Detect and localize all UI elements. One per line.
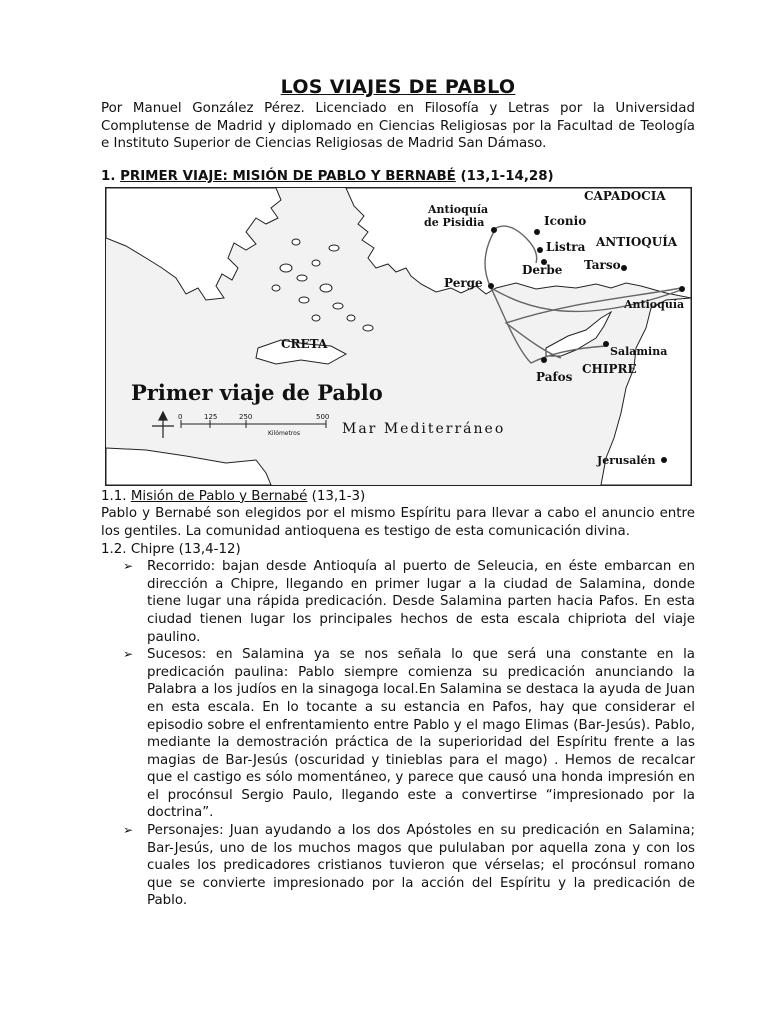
- label-antioquia-city: Antioquía: [624, 297, 685, 311]
- map-scale-bar: [181, 420, 326, 428]
- label-antioquia-pisidia-1: Antioquía: [428, 202, 489, 216]
- label-chipre: CHIPRE: [582, 361, 637, 376]
- arrow-bullet-icon: ➢: [123, 559, 134, 574]
- label-derbe: Derbe: [522, 262, 563, 277]
- bullet-item: [101, 646, 695, 822]
- label-capadocia: CAPADOCIA: [584, 188, 666, 203]
- first-journey-map: [105, 187, 692, 486]
- label-pafos: Pafos: [536, 369, 573, 384]
- section-1-title: PRIMER VIAJE: MISIÓN DE PABLO Y BERNABÉ: [120, 168, 456, 184]
- subsection-1-1-heading: [101, 488, 695, 506]
- subsection-1-2-number: 1.2.: [101, 541, 127, 557]
- bullet-text: Recorrido: bajan desde Antioquía al puerto de Seleucia, en éste embarcan en dirección a Chipre, llegando en primer lugar a la ciudad de Salamina, donde tiene lugar una rápida predicación. Desde Salamina parten hacia Pafos. En esta ciudad tienen lugar los principales hechos de esta escala chipriota del viaje paulino.: [147, 559, 695, 645]
- bullet-text: Sucesos: en Salamina ya se nos señala lo que será una constante en la predicación paulina: Pablo siempre comienza su predicación anunciando la Palabra a los judíos en la sinagoga local.En Salamina se destaca la ayuda de Juan en esta escala. En lo tocante a su estancia en Pafos, hay que considerar el episodio sobre el enfrentamiento entre Pablo y el mago Elimas (Bar-Jesús). Pablo, mediante la demostración práctica de la superioridad del Espíritu frente a las magias de Bar-Jesús (oscuridad y tinieblas para el mago) . Hemos de recalcar que el castigo es sólo momentáneo, y parece que causó una honda impresión en el procónsul Sergio Paulo, llegando este a convertirse “impresionado por la doctrina”.: [147, 647, 695, 821]
- subsection-1-1-number: 1.1.: [101, 488, 127, 504]
- label-perge: Perge: [444, 275, 483, 290]
- scale-tick-250: 250: [239, 412, 253, 421]
- document-title: LOS VIAJES DE PABLO: [280, 76, 516, 98]
- subsection-1-2-heading: [101, 541, 695, 559]
- subsection-1-1-text: Pablo y Bernabé son elegidos por el mismo Espíritu para llevar a cabo el anuncio entre los gentiles. La comunidad antioquena es testigo de esta comunicación divina.: [101, 506, 695, 539]
- subsection-1-2-title: Chipre: [130, 541, 175, 557]
- arrow-bullet-icon: ➢: [123, 823, 134, 838]
- subsection-1-2-ref: (13,4-12): [178, 541, 241, 557]
- compass-icon: [152, 412, 174, 438]
- map-title: Primer viaje de Pablo: [131, 379, 383, 405]
- scale-tick-125: 125: [204, 412, 218, 421]
- map-svg: [106, 188, 691, 485]
- bullet-text: Personajes: Juan ayudando a los dos Apóstoles en su predicación en Salamina; Bar-Jesús, uno de los muchos magos que pululaban por aquella zona y con los cuales los predicadores cristianos tuvieron que vérselas; el procónsul romano que se convierte impresionado por la acción del Espíritu y la predicación de Pablo.: [147, 823, 695, 909]
- section-1-heading: [101, 168, 695, 185]
- label-antioquia-region: ANTIOQUÍA: [596, 234, 678, 249]
- label-salamina: Salamina: [610, 344, 668, 358]
- bullet-item: [101, 822, 695, 910]
- section-1-number: 1.: [101, 168, 116, 184]
- scale-unit: Kilómetros: [268, 429, 300, 437]
- label-iconio: Iconio: [544, 213, 587, 228]
- bullet-list: [101, 558, 695, 910]
- scale-tick-500: 500: [316, 412, 330, 421]
- scale-tick-0: 0: [178, 412, 183, 421]
- label-creta: CRETA: [281, 336, 328, 351]
- bullet-item: [101, 558, 695, 646]
- author-paragraph: Por Manuel González Pérez. Licenciado en Filosofía y Letras por la Universidad Complutense de Madrid y diplomado en Ciencias Religiosas por la Facultad de Teología e Instituto Superior de Ciencias Religiosas de Madrid San Dámaso.: [101, 101, 695, 152]
- map-land-africa: [106, 448, 271, 485]
- document-page: [101, 74, 695, 910]
- map-islands: [272, 239, 373, 331]
- label-listra: Listra: [546, 239, 586, 254]
- map-land-greece: [106, 188, 281, 300]
- label-tarso: Tarso: [584, 257, 621, 272]
- section-1-ref: (13,1-14,28): [460, 168, 554, 184]
- subsection-1-1-ref: (13,1-3): [311, 488, 366, 504]
- label-jerusalen: Jerusalén: [597, 453, 656, 467]
- map-sea-label: Mar Mediterráneo: [342, 420, 506, 437]
- label-antioquia-pisidia-2: de Pisidia: [424, 215, 485, 229]
- arrow-bullet-icon: ➢: [123, 647, 134, 662]
- subsection-1-1-title: Misión de Pablo y Bernabé: [130, 488, 308, 504]
